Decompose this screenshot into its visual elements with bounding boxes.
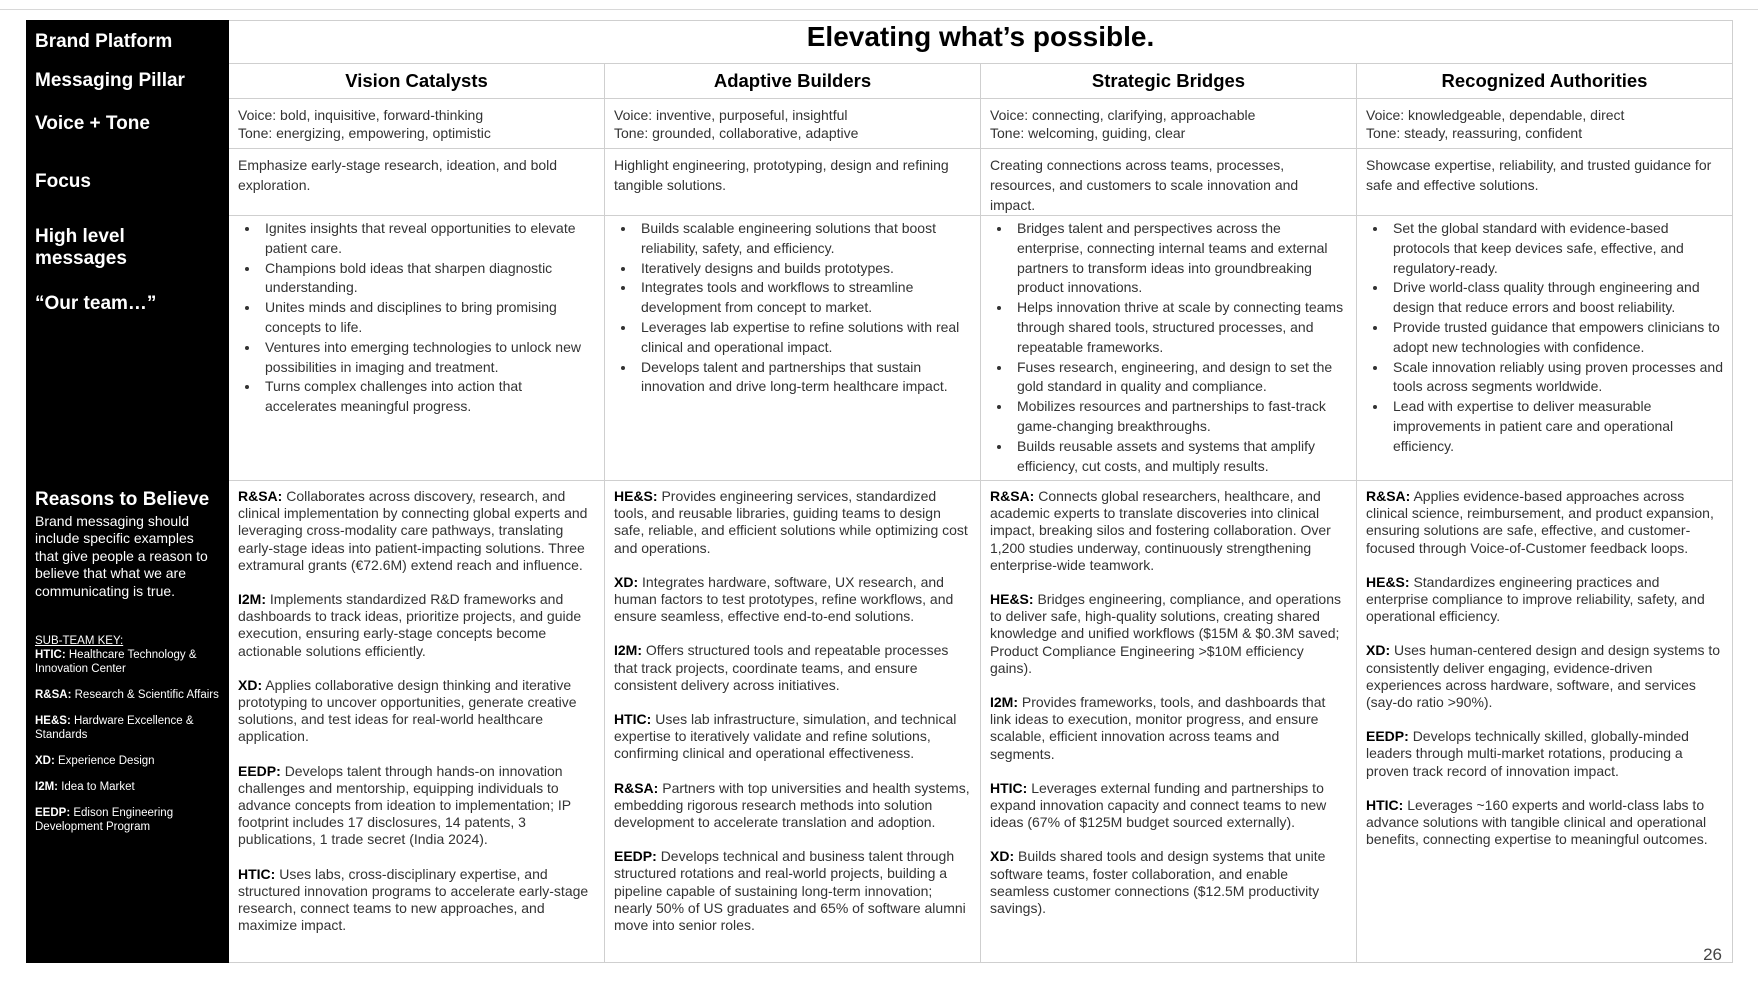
tone-text: Tone: grounded, collaborative, adaptive xyxy=(614,125,859,141)
rtb-text: Develops technically skilled, globally-minded leaders through multi-market rotations, producing a proven track record of innovation impact. xyxy=(1366,728,1689,779)
subteam-key-item xyxy=(35,806,220,834)
rtb-entry xyxy=(990,780,1347,832)
subteam-name: Healthcare Technology & Innovation Center xyxy=(35,649,197,676)
rtb-text: Leverages ~160 experts and world-class labs to advance solutions with tangible clinical and operational benefits, connecting expertise to meaningful outcomes. xyxy=(1366,796,1708,848)
pillar-name: Recognized Authorities xyxy=(1357,64,1733,99)
voice-text: Voice: bold, inquisitive, forward-thinking xyxy=(238,107,484,123)
message-item: • Provide trusted guidance that empowers clinicians to adopt new technologies with confidence. xyxy=(1388,318,1724,358)
pillar-name: Strategic Bridges xyxy=(981,64,1357,99)
rtb-team-abbr: HE&S: xyxy=(614,488,658,504)
page-title: Elevating what’s possible. xyxy=(229,21,1733,64)
label-focus: Focus xyxy=(27,149,229,216)
focus-text: Showcase expertise, reliability, and trusted guidance for safe and effective solutions. xyxy=(1357,149,1733,216)
rtb-text: Bridges engineering, compliance, and operations to deliver safe, high-quality solutions, creating shared knowledge and unified workflows ($15M & $0.3M saved; Product Compliance Engineering >$10M efficiency gains). xyxy=(990,591,1341,676)
rtb-entry xyxy=(990,694,1347,763)
rtb-team-abbr: I2M: xyxy=(614,642,642,659)
message-item: • Lead with expertise to deliver measurable improvements in patient care and operational efficiency. xyxy=(1388,397,1724,456)
rtb-team-abbr: I2M: xyxy=(238,591,266,608)
rtb-entry xyxy=(1366,488,1723,557)
voice-text: Voice: inventive, purposeful, insightful xyxy=(614,107,848,123)
subteam-abbr: R&SA: xyxy=(35,689,72,702)
row-brand-platform xyxy=(27,21,1733,64)
rtb-text: Connects global researchers, healthcare, and academic experts to translate discoveries into clinical impact, breaking silos and fostering collaboration. Over 1,200 studies underway, continuously strengthening enterprise-wide teamwork. xyxy=(990,488,1331,573)
subteam-key xyxy=(35,634,220,834)
rtb-entry xyxy=(238,591,595,660)
rtb-entry xyxy=(1366,574,1723,626)
subteam-abbr: I2M: xyxy=(35,781,58,794)
subteam-key-item xyxy=(35,648,220,676)
rtb-text: Applies collaborative design thinking and iterative prototyping to uncover opportunities, generate creative solutions, and test ideas for real-world healthcare application. xyxy=(238,676,577,745)
message-item: • Set the global standard with evidence-based protocols that keep devices safe, effective, and regulatory-ready. xyxy=(1388,219,1724,278)
pillar-name: Adaptive Builders xyxy=(605,64,981,99)
message-item: • Builds reusable assets and systems that amplify efficiency, cut costs, and multiply results. xyxy=(1012,437,1348,477)
message-item: • Builds scalable engineering solutions that boost reliability, safety, and efficiency. xyxy=(636,219,972,259)
voice-text: Voice: knowledgeable, dependable, direct xyxy=(1366,107,1625,123)
voice-tone-cell xyxy=(605,99,981,149)
rtb-text: Partners with top universities and health systems, embedding rigorous research methods into solution development to accelerate translation and adoption. xyxy=(614,779,970,831)
rtb-entry xyxy=(614,574,971,626)
subteam-key-item xyxy=(35,780,220,794)
tone-text: Tone: welcoming, guiding, clear xyxy=(990,125,1186,141)
message-item: • Integrates tools and workflows to streamline development from concept to market. xyxy=(636,278,972,318)
message-item: • Mobilizes resources and partnerships to fast-track game-changing breakthroughs. xyxy=(1012,397,1348,437)
pillar-name: Vision Catalysts xyxy=(229,64,605,99)
voice-text: Voice: connecting, clarifying, approachable xyxy=(990,107,1256,123)
rtb-cell xyxy=(229,481,605,963)
subteam-abbr: XD: xyxy=(35,755,55,768)
row-voice-tone xyxy=(27,99,1733,149)
message-list xyxy=(229,219,604,417)
rtb-team-abbr: R&SA: xyxy=(990,488,1035,504)
label-our-team: “Our team…” xyxy=(35,293,157,314)
message-item: • Drive world-class quality through engineering and design that reduce errors and boost reliability. xyxy=(1388,278,1724,318)
page-number: 26 xyxy=(1703,945,1722,964)
label-high-level-messages xyxy=(27,216,229,481)
label-voice-tone: Voice + Tone xyxy=(27,99,229,149)
rtb-entry xyxy=(1366,642,1723,711)
rtb-text: Develops talent through hands-on innovation challenges and mentorship, equipping individuals to advance concepts from ideation to implementation; IP footprint includes 17 disclosures, 14 patents, 3 publications, 1 trade secret (India 2024). xyxy=(238,762,571,848)
rtb-team-abbr: R&SA: xyxy=(1366,488,1411,504)
rtb-team-abbr: EEDP: xyxy=(614,848,657,865)
subteam-name: Idea to Market xyxy=(61,781,135,794)
rtb-entry xyxy=(614,711,971,763)
voice-tone-cell xyxy=(981,99,1357,149)
messages-cell xyxy=(605,216,981,481)
brand-platform-table xyxy=(26,20,1733,963)
rtb-team-abbr: XD: xyxy=(614,573,639,590)
message-item: • Turns complex challenges into action that accelerates meaningful progress. xyxy=(260,377,596,417)
messages-cell xyxy=(229,216,605,481)
message-item: • Ignites insights that reveal opportunities to elevate patient care. xyxy=(260,219,596,259)
rtb-entry xyxy=(614,848,971,934)
message-item: • Helps innovation thrive at scale by connecting teams through shared tools, structured processes, and repeatable frameworks. xyxy=(1012,298,1348,357)
rtb-entry xyxy=(1366,728,1723,780)
message-item: • Bridges talent and perspectives across the enterprise, connecting internal teams and external partners to transform ideas into groundbreaking product innovations. xyxy=(1012,219,1348,298)
rtb-team-abbr: HE&S: xyxy=(1366,573,1410,590)
rtb-team-abbr: XD: xyxy=(1366,642,1391,659)
subteam-abbr: HE&S: xyxy=(35,715,71,728)
rtb-entry xyxy=(238,488,595,574)
message-item: • Unites minds and disciplines to bring promising concepts to life. xyxy=(260,298,596,338)
rtb-team-abbr: EEDP: xyxy=(238,762,281,779)
rtb-text: Standardizes engineering practices and enterprise compliance to improve reliability, safety, and operational efficiency. xyxy=(1366,573,1705,625)
rtb-text: Offers structured tools and repeatable processes that track projects, coordinate teams, and ensure consistent delivery across initiatives. xyxy=(614,642,949,693)
focus-text: Highlight engineering, prototyping, design and refining tangible solutions. xyxy=(605,149,981,216)
rtb-entry xyxy=(614,780,971,832)
message-item: • Fuses research, engineering, and design to set the gold standard in quality and compliance. xyxy=(1012,358,1348,398)
message-item: • Leverages lab expertise to refine solutions with real clinical and operational impact. xyxy=(636,318,972,358)
rtb-entry xyxy=(614,642,971,694)
rtb-cell xyxy=(981,481,1357,963)
rtb-entry xyxy=(238,763,595,849)
message-item: • Develops talent and partnerships that sustain innovation and drive long-term healthcare impact. xyxy=(636,358,972,398)
rtb-team-abbr: HTIC: xyxy=(614,711,652,728)
subteam-abbr: EEDP: xyxy=(35,807,71,820)
rtb-team-abbr: HTIC: xyxy=(990,779,1028,796)
message-item: • Scale innovation reliably using proven processes and tools across segments worldwide. xyxy=(1388,358,1724,398)
messages-cell xyxy=(1357,216,1733,481)
row-focus xyxy=(27,149,1733,216)
subteam-name: Research & Scientific Affairs xyxy=(74,689,219,702)
rtb-team-abbr: R&SA: xyxy=(614,779,659,796)
message-item: • Ventures into emerging technologies to unlock new possibilities in imaging and treatment. xyxy=(260,338,596,378)
rtb-text: Provides engineering services, standardized tools, and reusable libraries, guiding teams to design safe, reliable, and efficient solutions while optimizing cost and operations. xyxy=(614,488,968,556)
subteam-key-list xyxy=(35,648,220,834)
rtb-entry xyxy=(238,866,595,935)
label-messaging-pillar: Messaging Pillar xyxy=(27,64,229,99)
row-messaging-pillar xyxy=(27,64,1733,99)
rtb-entry xyxy=(1366,797,1723,849)
rtb-text: Implements standardized R&D frameworks and dashboards to track ideas, prioritize projects, and guide execution, ensuring early-stage concepts become actionable solutions efficiently. xyxy=(238,591,582,659)
subteam-name: Edison Engineering Development Program xyxy=(35,807,174,834)
focus-text: Creating connections across teams, processes, resources, and customers to scale innovation and impact. xyxy=(981,149,1357,216)
row-reasons-to-believe xyxy=(27,481,1733,963)
rtb-entry xyxy=(614,488,971,557)
voice-tone-cell xyxy=(1357,99,1733,149)
rtb-team-abbr: EEDP: xyxy=(1366,728,1409,745)
rtb-team-abbr: XD: xyxy=(238,676,263,693)
messages-cell xyxy=(981,216,1357,481)
rtb-title: Reasons to Believe xyxy=(35,489,210,510)
tone-text: Tone: energizing, empowering, optimistic xyxy=(238,125,491,141)
tone-text: Tone: steady, reassuring, confident xyxy=(1366,125,1583,141)
rtb-text: Uses labs, cross-disciplinary expertise, and structured innovation programs to accelerate early-stage research, connect teams to new approaches, and maximize impact. xyxy=(238,865,589,934)
message-list xyxy=(981,219,1356,476)
rtb-text: Integrates hardware, software, UX research, and human factors to test prototypes, refine workflows, and ensure seamless, effective end-to-end solutions. xyxy=(614,573,954,625)
focus-text: Emphasize early-stage research, ideation, and bold exploration. xyxy=(229,149,605,216)
subteam-name: Experience Design xyxy=(58,755,155,768)
rtb-text: Develops technical and business talent through structured rotations and real-world projects, building a pipeline capable of sustaining long-term innovation; nearly 50% of US graduates and 65% of software alumni move into senior roles. xyxy=(614,848,966,934)
subteam-abbr: HTIC: xyxy=(35,649,66,662)
rtb-team-abbr: HE&S: xyxy=(990,591,1034,608)
label-high-level: High level messages xyxy=(35,226,127,269)
message-item: • Champions bold ideas that sharpen diagnostic understanding. xyxy=(260,259,596,299)
message-list xyxy=(605,219,980,397)
subteam-key-item xyxy=(35,688,220,702)
rtb-team-abbr: HTIC: xyxy=(1366,796,1404,813)
label-brand-platform: Brand Platform xyxy=(27,21,229,64)
subteam-name: Hardware Excellence & Standards xyxy=(35,715,194,742)
rtb-text: Leverages external funding and partnerships to expand innovation capacity and connect teams to new ideas (67% of $125M budget sourced externally). xyxy=(990,779,1327,831)
rtb-entry xyxy=(990,591,1347,677)
row-high-level-messages xyxy=(27,216,1733,481)
rtb-description: Brand messaging should include specific examples that give people a reason to believe that what we are communicating is true. xyxy=(35,513,208,599)
rtb-team-abbr: HTIC: xyxy=(238,865,276,882)
rtb-cell xyxy=(1357,481,1733,963)
message-item: • Iteratively designs and builds prototypes. xyxy=(636,259,972,279)
rtb-text: Applies evidence-based approaches across clinical science, reimbursement, and product expansion, ensuring solutions are safe, effective, and customer-focused through Voice-of-Customer feedback loops. xyxy=(1366,488,1714,556)
message-list xyxy=(1357,219,1732,457)
rtb-entry xyxy=(238,677,595,746)
rtb-team-abbr: XD: xyxy=(990,848,1015,865)
subteam-key-item xyxy=(35,714,220,742)
rtb-text: Uses lab infrastructure, simulation, and technical expertise to iteratively validate and refine solutions, confirming clinical and operational effectiveness. xyxy=(614,711,957,762)
rtb-text: Collaborates across discovery, research, and clinical implementation by connecting global experts and leveraging cross-modality care pathways, translating early-stage ideas into patient-impacting solutions. Three extramural grants (€72.6M) extend reach and influence. xyxy=(238,488,588,573)
subteam-key-title: SUB-TEAM KEY: xyxy=(35,635,124,648)
rtb-cell xyxy=(605,481,981,963)
rtb-entry xyxy=(990,848,1347,917)
rtb-text: Uses human-centered design and design systems to consistently deliver engaging, evidence-driven experiences across hardware, software, and services (say-do ratio >90%). xyxy=(1366,642,1721,711)
rtb-entry xyxy=(990,488,1347,574)
rtb-team-abbr: I2M: xyxy=(990,694,1018,711)
label-reasons-to-believe xyxy=(27,481,229,963)
rtb-text: Provides frameworks, tools, and dashboards that link ideas to execution, monitor progress, and ensure scalable, efficient innovation across teams and segments. xyxy=(990,694,1326,762)
rtb-team-abbr: R&SA: xyxy=(238,488,283,504)
rtb-text: Builds shared tools and design systems that unite software teams, foster collaboration, and enable seamless customer connections ($12.5M productivity savings). xyxy=(990,848,1326,917)
subteam-key-item xyxy=(35,754,220,768)
voice-tone-cell xyxy=(229,99,605,149)
